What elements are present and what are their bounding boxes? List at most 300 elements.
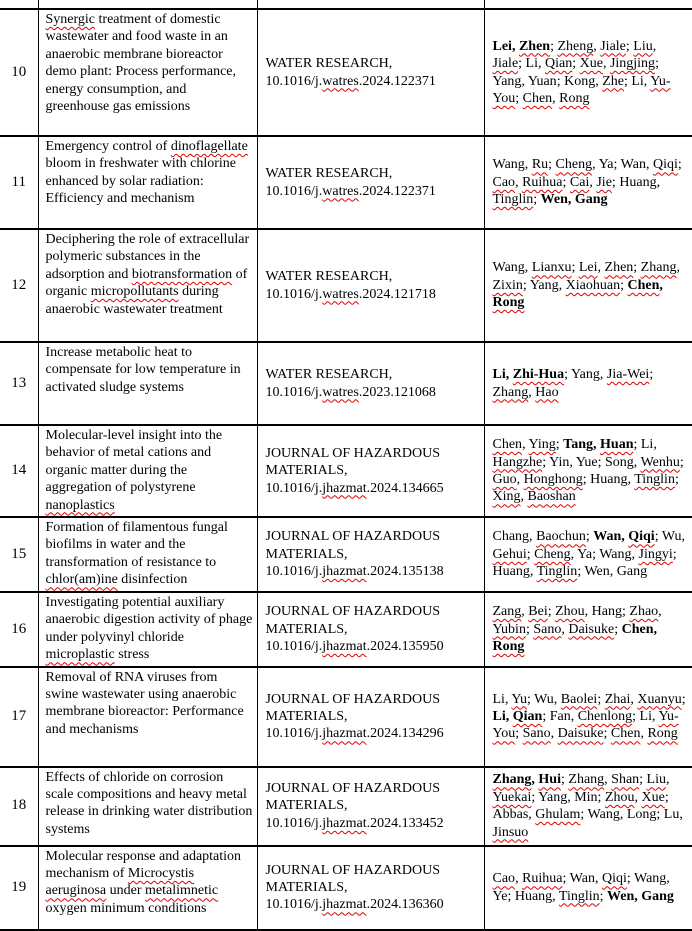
journal-cell: [257, 846, 484, 930]
author-name: [564, 74, 624, 89]
spellcheck-squiggle: Zhai: [604, 691, 631, 707]
partial-cell: [38, 0, 257, 9]
author-name: [493, 871, 563, 886]
text-segment: stress: [114, 647, 150, 663]
text-segment: ,: [658, 604, 662, 620]
spellcheck-squiggle: Cao: [492, 871, 516, 887]
text-segment: ,: [531, 772, 539, 788]
author-name: [526, 56, 573, 71]
text-segment: ,: [676, 260, 680, 276]
row-number-cell: 18: [0, 767, 38, 846]
authors-cell: Li, Yu; Wu, Baolei; Zhai, Xuanyu; Li, Qian; Fan, Chenlong; Li, Yu-You; Sano, Daisuke; Chen, Rong: [484, 667, 692, 767]
spellcheck-squiggle: Rong: [492, 639, 525, 655]
spellcheck-squiggle: Baoshan: [527, 489, 576, 505]
journal-name: JOURNAL OF HAZARDOUS MATERIALS,: [265, 781, 440, 814]
text-segment: Chen,: [621, 621, 658, 637]
doi: [266, 385, 436, 400]
text-segment: ,: [561, 621, 569, 637]
spellcheck-squiggle: Jingjing: [609, 56, 656, 72]
spellcheck-squiggle: Hao: [535, 384, 559, 400]
text-segment: Lei,: [492, 38, 519, 54]
spellcheck-squiggle: Hui: [538, 772, 561, 788]
spellcheck-squiggle: jhazmat: [322, 480, 367, 496]
text-segment: ,: [521, 604, 529, 620]
spellcheck-squiggle: Chen: [492, 437, 523, 453]
paper-title: [46, 670, 244, 737]
text-segment: ,: [522, 437, 529, 453]
text-segment: Huang,: [492, 564, 537, 580]
journal-name: JOURNAL OF HAZARDOUS MATERIALS,: [265, 691, 440, 724]
author-name: [605, 692, 682, 707]
spellcheck-squiggle: Zhang: [492, 772, 532, 788]
journal-cell: [257, 517, 484, 592]
spellcheck-squiggle: Cheng: [534, 546, 571, 562]
text-segment: Li,: [639, 708, 659, 724]
spellcheck-squiggle: Liu: [633, 38, 653, 54]
text-segment: Tang,: [563, 437, 601, 453]
text-segment: 10.1016/j.: [265, 639, 323, 655]
text-segment: .2024.122371: [358, 183, 436, 199]
author-name: [568, 772, 639, 787]
paper-title: [46, 520, 228, 587]
doi: [266, 287, 436, 302]
text-segment: Increase metabolic heat to compensate for low temperature in activated sludge systems: [45, 345, 241, 395]
spellcheck-squiggle: Liu: [646, 772, 666, 788]
text-segment: Wan,: [620, 157, 653, 173]
author-name: [493, 472, 583, 487]
spellcheck-squiggle: Zheng: [557, 38, 594, 54]
spellcheck-squiggle: watres: [322, 73, 359, 89]
text-segment: ,: [604, 772, 612, 788]
text-segment: Wen, Gang: [607, 888, 674, 904]
row-number-cell: 15: [0, 517, 38, 592]
text-segment: of organic: [45, 266, 248, 300]
text-segment: Wang, Ye: [492, 871, 670, 904]
text-segment: Huang,: [590, 472, 635, 488]
paper-title: [46, 12, 237, 114]
text-segment: Yang,: [529, 277, 566, 293]
text-segment: ,: [597, 260, 605, 276]
paper-title-cell: [38, 229, 257, 342]
author-name: [588, 807, 657, 822]
author-name: [590, 472, 675, 487]
author-name: [530, 278, 620, 293]
paper-title: [46, 428, 223, 513]
text-segment: ,: [634, 789, 642, 805]
paper-title-cell: [38, 517, 257, 592]
row-number-cell: 14: [0, 425, 38, 517]
paper-title: [46, 770, 253, 837]
spellcheck-squiggle: Gehui: [492, 546, 527, 562]
text-segment: 10.1016/j.: [265, 726, 323, 742]
spellcheck-squiggle: Yu-You: [492, 708, 679, 742]
doi: [266, 726, 444, 741]
spellcheck-squiggle: Jiale: [600, 38, 626, 54]
journal-name: WATER RESEARCH,: [265, 166, 393, 182]
doi: [266, 184, 436, 199]
spellcheck-squiggle: Tinglin: [536, 564, 578, 580]
text-segment: ,: [630, 691, 638, 707]
spellcheck-squiggle: Ruihua: [522, 871, 563, 887]
text-segment: .2024.133452: [366, 815, 444, 831]
text-segment: ,: [593, 38, 601, 54]
author-name: [493, 489, 576, 504]
paper-title: [46, 849, 242, 916]
spellcheck-squiggle: Shan: [611, 772, 640, 788]
text-segment: Wang,: [492, 157, 532, 173]
journal-cell: [257, 767, 484, 846]
text-segment: Abbas,: [492, 807, 536, 823]
text-segment: Li,: [492, 367, 513, 383]
text-segment: Li,: [640, 437, 657, 453]
spellcheck-squiggle: Tinglin: [492, 192, 534, 208]
spellcheck-squiggle: Guo: [492, 472, 517, 488]
spellcheck-squiggle: Honghong: [523, 472, 583, 488]
doi: [266, 639, 444, 654]
spellcheck-squiggle: Cao: [492, 174, 516, 190]
text-segment: ,: [515, 871, 523, 887]
spellcheck-squiggle: Qiqi: [652, 157, 678, 173]
text-segment: Investigating potential auxiliary anaerobic digestion activity of phage under polyvinyl chloride: [45, 595, 253, 645]
author-name: [493, 175, 563, 190]
spellcheck-squiggle: nanoplastics: [45, 497, 115, 513]
spellcheck-squiggle: Xing: [492, 489, 521, 505]
spellcheck-squiggle: Chen: [627, 277, 660, 293]
text-segment: oxygen minimum conditions: [45, 900, 207, 916]
text-segment: Li,: [631, 73, 651, 89]
text-segment: Wen, Gang: [584, 564, 648, 580]
spellcheck-squiggle: Tinglin: [558, 888, 600, 904]
authors-cell: Lei, Zhen; Zheng, Jiale; Liu, Jiale; Li, Qian; Xue, Jingjing; Yang, Yuan; Kong, Zhe; Li, Yu-You; Chen, Rong: [484, 9, 692, 136]
author-name: [493, 709, 543, 724]
spellcheck-squiggle: Baochun: [536, 529, 586, 545]
text-segment: Wu,: [661, 529, 685, 545]
text-segment: 10.1016/j.: [265, 384, 323, 400]
paper-title: [46, 232, 250, 317]
table-row: [0, 667, 692, 767]
spellcheck-squiggle: Lei: [578, 260, 598, 276]
spellcheck-squiggle: Baolei: [560, 691, 598, 707]
spellcheck-squiggle: Zhang: [492, 384, 529, 400]
journal-name: WATER RESEARCH,: [265, 269, 393, 285]
spellcheck-squiggle: Zixin: [492, 277, 523, 293]
authors-cell: Wang, Ru; Cheng, Ya; Wan, Qiqi; Cao, Ruihua; Cai, Jie; Huang, Tinglin; Wen, Gang: [484, 136, 692, 229]
journal-cell: [257, 592, 484, 667]
table-row: [0, 342, 692, 425]
spellcheck-squiggle: jhazmat: [322, 564, 367, 580]
text-segment: 10.1016/j.: [265, 183, 323, 199]
text-segment: Wang, Long: [587, 807, 657, 823]
spellcheck-squiggle: Xuanyu: [637, 691, 682, 707]
authors-cell: Wang, Lianxu; Lei, Zhen; Zhang, Zixin; Yang, Xiaohuan; Chen, Rong: [484, 229, 692, 342]
paper-title-cell: [38, 9, 257, 136]
text-segment: Effects of chloride on corrosion scale compositions and heavy metal release in drinking water distribution systems: [45, 769, 253, 837]
author-name: [493, 604, 548, 619]
spellcheck-squiggle: Zhao: [629, 604, 659, 620]
author-name: [493, 437, 556, 452]
author-name: [534, 692, 597, 707]
spellcheck-squiggle: Xue: [579, 56, 603, 72]
text-segment: Kong,: [564, 73, 603, 89]
journal-name: WATER RESEARCH,: [265, 56, 393, 72]
text-segment: .2023.121068: [358, 384, 436, 400]
text-segment: bloom in freshwater with chlorine enhanced by solar radiation: Efficiency and mechanism: [45, 156, 237, 207]
text-segment: ,: [550, 726, 558, 742]
paper-title-cell: [38, 342, 257, 425]
text-segment: Chang,: [492, 529, 537, 545]
spellcheck-squiggle: Yu: [511, 691, 527, 707]
text-segment: ,: [520, 489, 528, 505]
spellcheck-squiggle: Qiqi: [628, 529, 655, 545]
author-name: [599, 547, 673, 562]
text-segment: ,: [659, 277, 663, 293]
spellcheck-squiggle: Ghulam: [535, 807, 581, 823]
table-row: [0, 846, 692, 930]
text-segment: ,: [516, 472, 524, 488]
text-segment: 10.1016/j.: [265, 564, 323, 580]
paper-title-cell: [38, 846, 257, 930]
text-segment: .2024.134296: [366, 726, 444, 742]
spellcheck-squiggle: Sano: [522, 726, 551, 742]
table-row: [0, 9, 692, 136]
spellcheck-squiggle: Ruihua: [522, 174, 563, 190]
journal-cell: [257, 136, 484, 229]
text-segment: ,: [515, 174, 523, 190]
spellcheck-squiggle: Qian: [545, 56, 573, 72]
text-segment: Molecular-level insight into the behavior of metal cations and organic matter during the aggregation of polystyrene: [45, 428, 223, 496]
spellcheck-squiggle: metalimnetic: [145, 883, 219, 899]
row-number-cell: 11: [0, 136, 38, 229]
text-segment: , Ya: [570, 546, 593, 562]
author-name: [605, 455, 680, 470]
author-name: [523, 91, 590, 106]
author-name: [555, 604, 622, 619]
text-segment: .2024.121718: [358, 286, 436, 302]
spellcheck-squiggle: Zhou: [604, 789, 635, 805]
spellcheck-squiggle: Daisuke: [568, 621, 615, 637]
text-segment: Molecular response and adaptation mechanism of: [45, 848, 242, 882]
journal-cell: [257, 229, 484, 342]
doi: [266, 564, 444, 579]
text-segment: Emergency control of: [45, 139, 171, 154]
text-segment: Yang, Min: [538, 789, 598, 805]
text-segment: .2024.135138: [366, 564, 444, 580]
author-name: [523, 726, 604, 741]
spellcheck-squiggle: Ying: [528, 437, 556, 453]
author-name: [593, 529, 654, 544]
spellcheck-squiggle: Zhang: [640, 260, 677, 276]
doi: [266, 74, 436, 89]
spellcheck-squiggle: micropollutants: [90, 284, 179, 300]
partial-cell: [484, 0, 692, 9]
author-name: [557, 39, 625, 54]
spellcheck-squiggle: Zhe: [602, 73, 624, 89]
author-name: [556, 157, 614, 172]
text-segment: , Ya: [592, 157, 614, 173]
spellcheck-squiggle: Zhang: [568, 772, 605, 788]
journal-cell: [257, 9, 484, 136]
row-number-cell: 10: [0, 9, 38, 136]
spellcheck-squiggle: Cheng: [555, 157, 593, 173]
row-number-cell: 16: [0, 592, 38, 667]
journal-cell: [257, 667, 484, 767]
text-segment: under: [106, 883, 146, 899]
spellcheck-squiggle: dinoflagellate: [170, 139, 248, 154]
text-segment: ,: [528, 384, 536, 400]
text-segment: Wan,: [593, 529, 629, 545]
journal-cell: [257, 342, 484, 425]
spellcheck-squiggle: watres: [322, 384, 359, 400]
spellcheck-squiggle: Qian: [512, 708, 543, 724]
spellcheck-squiggle: Zhou: [555, 604, 585, 620]
table-row: [0, 592, 692, 667]
text-segment: Li,: [492, 691, 512, 707]
author-name: [493, 807, 581, 822]
text-segment: .2024.122371: [358, 73, 436, 89]
text-segment: Formation of filamentous fungal biofilms in water and the transformation of resistance to: [45, 520, 228, 570]
text-segment: Li,: [492, 708, 513, 724]
spellcheck-squiggle: Tinglin: [634, 472, 675, 488]
text-segment: Wang,: [492, 260, 532, 276]
author-name: [621, 157, 678, 172]
row-number-cell: 19: [0, 846, 38, 930]
spellcheck-squiggle: Jiale: [492, 56, 519, 72]
text-segment: Wen, Gang: [540, 192, 608, 208]
doi: [266, 897, 444, 912]
text-segment: Li,: [525, 56, 545, 72]
table-row: [0, 229, 692, 342]
spellcheck-squiggle: Zang: [492, 604, 522, 620]
text-segment: 10.1016/j.: [265, 815, 323, 831]
text-segment: .2024.136360: [366, 897, 444, 913]
spellcheck-squiggle: jhazmat: [322, 726, 367, 742]
text-segment: ,: [602, 56, 610, 72]
journal-name: JOURNAL OF HAZARDOUS MATERIALS,: [265, 529, 440, 562]
authors-cell: Zang, Bei; Zhou, Hang; Zhao, Yubin; Sano, Daisuke; Chen, Rong: [484, 592, 692, 667]
row-number-cell: 12: [0, 229, 38, 342]
author-name: [493, 260, 572, 275]
spellcheck-squiggle: Chen: [610, 726, 641, 742]
text-segment: Yin, Yue: [549, 454, 598, 470]
paper-title: [46, 139, 248, 206]
spellcheck-squiggle: Jingyi: [638, 546, 673, 562]
text-segment: 10.1016/j.: [265, 73, 323, 89]
paper-title-cell: [38, 667, 257, 767]
spellcheck-squiggle: jhazmat: [322, 897, 367, 913]
spellcheck-squiggle: Yuekai: [492, 789, 532, 805]
author-name: [584, 564, 647, 579]
author-name: [493, 564, 578, 579]
paper-title-cell: [38, 767, 257, 846]
text-segment: ,: [640, 726, 648, 742]
row-number-cell: 17: [0, 667, 38, 767]
spellcheck-squiggle: Xue: [641, 789, 665, 805]
text-segment: 10.1016/j.: [265, 897, 323, 913]
spellcheck-squiggle: Chen: [522, 90, 553, 106]
author-name: [534, 547, 592, 562]
spellcheck-squiggle: Rong: [492, 295, 525, 311]
author-name: [493, 385, 559, 400]
spellcheck-squiggle: biotransformation: [131, 266, 233, 282]
spellcheck-squiggle: Yu-You: [492, 73, 671, 106]
author-name: [493, 157, 549, 172]
author-name: [515, 889, 600, 904]
spellcheck-squiggle: Jie: [596, 174, 612, 190]
author-name: [549, 455, 597, 470]
text-segment: treatment of domestic wastewater and food waste in an anaerobic membrane bioreactor demo plant: Process performance, energy consumption, and greenhouse gas emissions: [45, 12, 236, 115]
journal-name: JOURNAL OF HAZARDOUS MATERIALS,: [265, 445, 440, 479]
doi: [266, 816, 444, 831]
text-segment: ,: [666, 772, 670, 788]
spellcheck-squiggle: Daisuke: [557, 726, 604, 742]
spellcheck-squiggle: Zhen: [604, 260, 634, 276]
partial-cell: [257, 0, 484, 9]
authors-cell: Zhang, Hui; Zhang, Shan; Liu, Yuekai; Yang, Min; Zhou, Xue; Abbas, Ghulam; Wang, Long; Lu, Jinsuo: [484, 767, 692, 846]
paper-title-cell: [38, 425, 257, 517]
text-segment: Wan,: [569, 871, 602, 887]
spellcheck-squiggle: watres: [322, 183, 359, 199]
spellcheck-squiggle: jhazmat: [322, 639, 367, 655]
spellcheck-squiggle: Sano: [533, 621, 562, 637]
spellcheck-squiggle: jhazmat: [322, 815, 367, 831]
spellcheck-squiggle: Wenhu: [640, 454, 680, 470]
text-segment: .2024.134665: [366, 480, 444, 496]
author-name: [550, 709, 632, 724]
author-name: [605, 790, 665, 805]
table-row: [0, 517, 692, 592]
author-name: [493, 692, 527, 707]
text-segment: Fan,: [549, 708, 578, 724]
text-segment: Deciphering the role of extracellular polymeric substances in the adsorption and: [45, 232, 250, 282]
text-segment: Huang,: [619, 174, 661, 190]
text-segment: Yang, Yuan: [492, 73, 557, 89]
spellcheck-squiggle: Hangzhe: [492, 454, 543, 470]
spellcheck-squiggle: Rong: [559, 90, 590, 106]
text-segment: Lu,: [663, 807, 683, 823]
text-segment: ,: [652, 38, 657, 54]
paper-title: [46, 345, 241, 395]
spellcheck-squiggle: Yubin: [492, 621, 526, 637]
author-name: [541, 192, 608, 207]
text-segment: Removal of RNA viruses from swine wastewater using anaerobic membrane bioreactor: Performance and mechanisms: [45, 669, 244, 737]
text-segment: Yang,: [570, 367, 607, 383]
spellcheck-squiggle: Cai: [569, 174, 590, 190]
doi: [266, 481, 444, 496]
journal-name: JOURNAL OF HAZARDOUS MATERIALS,: [265, 604, 440, 637]
text-segment: Huang,: [514, 888, 559, 904]
spellcheck-squiggle: chlor(am)ine: [45, 572, 118, 588]
spellcheck-squiggle: Jia-Wei: [606, 367, 650, 383]
spellcheck-squiggle: watres: [322, 286, 359, 302]
author-name: [579, 260, 633, 275]
journal-name: JOURNAL OF HAZARDOUS MATERIALS,: [265, 862, 440, 895]
table-row: [0, 767, 692, 846]
author-name: [493, 367, 565, 382]
partial-row-top: [0, 0, 692, 9]
author-name: [570, 175, 612, 190]
spellcheck-squiggle: Chenlong: [577, 708, 633, 724]
spellcheck-squiggle: microplastic: [45, 647, 115, 663]
row-number-cell: 13: [0, 342, 38, 425]
text-segment: during anaerobic wastewater treatment: [45, 284, 223, 317]
spellcheck-squiggle: Bei: [528, 604, 548, 620]
text-segment: Song,: [605, 454, 641, 470]
text-segment: .2024.135950: [366, 639, 444, 655]
text-segment: disinfection: [117, 572, 188, 588]
authors-cell: Li, Zhi-Hua; Yang, Jia-Wei; Zhang, Hao: [484, 342, 692, 425]
authors-cell: Chang, Baochun; Wan, Qiqi; Wu, Gehui; Cheng, Ya; Wang, Jingyi; Huang, Tinglin; Wen, Gang: [484, 517, 692, 592]
text-segment: 10.1016/j.: [265, 286, 323, 302]
